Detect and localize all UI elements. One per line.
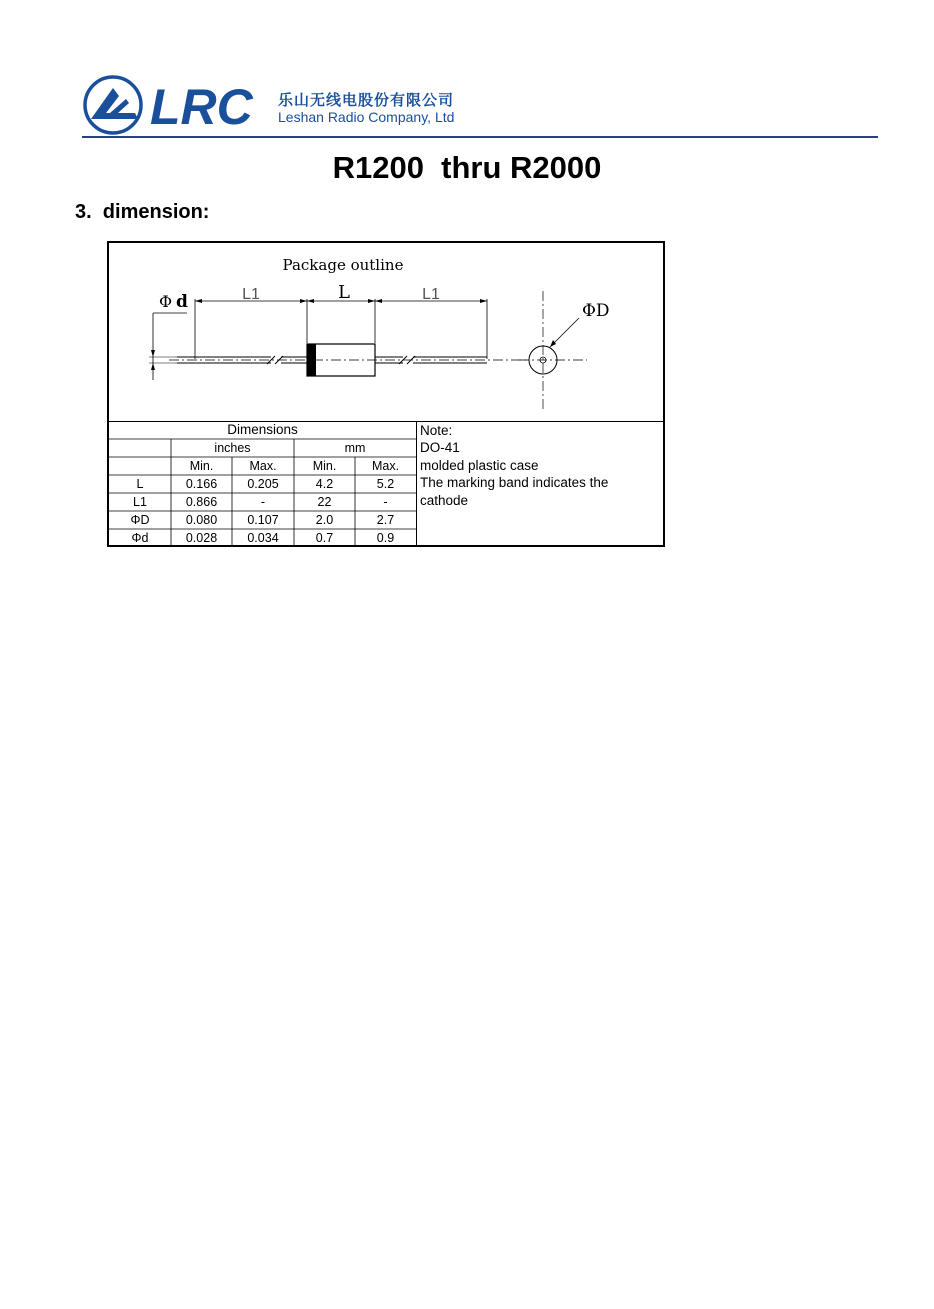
note-label: Note: — [420, 423, 453, 438]
header-min-mm: Min. — [312, 459, 337, 473]
row-l-in-max: 0.205 — [247, 477, 279, 491]
row-l1-in-min: 0.866 — [185, 495, 218, 509]
row-phid-small-mm-max: 0.9 — [376, 531, 395, 545]
row-phid-large-mm-max: 2.7 — [376, 513, 395, 527]
row-phid-small-name: Φd — [131, 531, 149, 545]
dim-phi-d — [149, 313, 187, 380]
dimension-panel — [107, 241, 665, 547]
header-divider — [82, 136, 878, 138]
row-l-mm-max: 5.2 — [376, 477, 395, 491]
label-l: L — [338, 282, 350, 303]
label-phi-small: Φ — [159, 292, 173, 311]
label-d: d — [176, 292, 188, 312]
letterhead — [82, 72, 878, 138]
package-caption: Package outline — [282, 256, 404, 274]
row-l1-name: L1 — [133, 495, 147, 509]
note-line-package: DO-41 — [420, 440, 460, 455]
row-l1-in-max: - — [260, 495, 266, 509]
header-min-inches: Min. — [189, 459, 214, 473]
row-phid-small-mm-min: 0.7 — [315, 531, 334, 545]
note-line-band: The marking band indicates the — [420, 475, 609, 490]
label-phi-d-large: ΦD — [582, 301, 610, 321]
row-l-name: L — [136, 477, 144, 491]
label-l1-left: L1 — [242, 286, 260, 303]
note-line-case: molded plastic case — [420, 458, 539, 473]
lrc-logo — [82, 72, 272, 138]
section-heading: 3. dimension: — [75, 201, 210, 223]
row-l-in-min: 0.166 — [185, 477, 218, 491]
end-view — [519, 291, 587, 411]
header-max-mm: Max. — [371, 459, 400, 473]
company-name-en: Leshan Radio Company, Ltd — [278, 109, 455, 125]
row-phid-large-in-max: 0.107 — [247, 513, 279, 527]
label-l1-right: L1 — [422, 286, 440, 303]
package-outline-drawing — [109, 243, 663, 421]
logo-mark — [91, 88, 138, 119]
row-phid-large-name: ΦD — [130, 513, 150, 527]
row-l1-mm-min: 22 — [317, 495, 332, 509]
row-phid-small-in-min: 0.028 — [185, 531, 218, 545]
row-l-mm-min: 4.2 — [315, 477, 334, 491]
logo-text: LRC — [150, 79, 253, 135]
company-name-cn: 乐山无线电股份有限公司 — [278, 91, 455, 109]
unit-inches: inches — [214, 441, 251, 455]
logo-ring — [85, 77, 141, 133]
header-max-inches: Max. — [249, 459, 277, 473]
row-phid-small-in-max: 0.034 — [247, 531, 279, 545]
unit-mm: mm — [344, 441, 366, 455]
row-l1-mm-max: - — [383, 495, 388, 509]
document-title: R1200 thru R2000 — [332, 150, 602, 185]
note-line-cathode: cathode — [420, 493, 469, 508]
row-phid-large-in-min: 0.080 — [185, 513, 218, 527]
row-phid-large-mm-min: 2.0 — [315, 513, 334, 527]
table-title: Dimensions — [227, 422, 298, 437]
